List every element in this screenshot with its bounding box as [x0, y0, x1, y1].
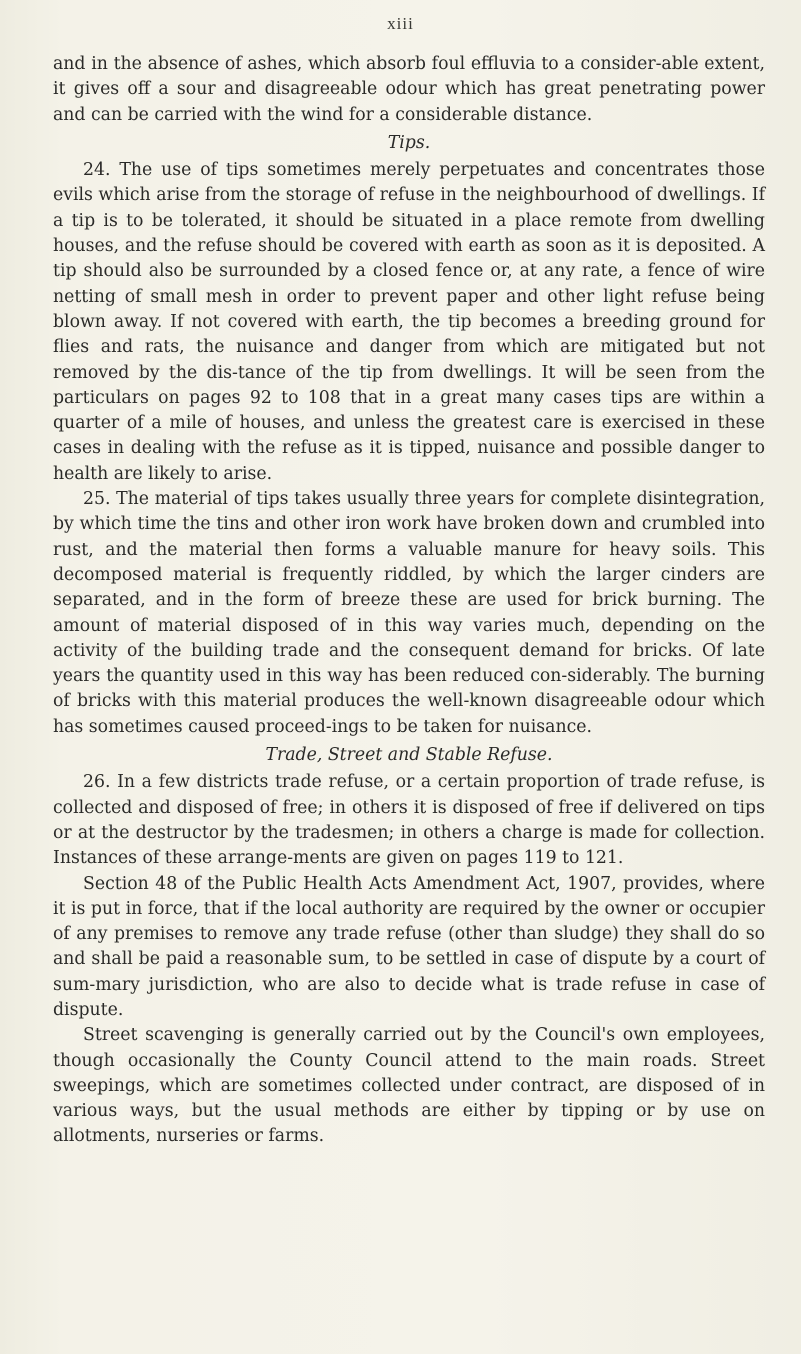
opening-paragraph: and in the absence of ashes, which absorb foul effluvia to a consider-able extent, it gives off a sour and disagreeable odour which has great penetrating power and can be carried with the wind for a considerable distance. [53, 54, 765, 125]
paragraph-24 [53, 158, 765, 487]
paragraph-text: Section 48 of the Public Health Acts Amendment Act, 1907, provides, where it is put in force, that if the local authority are required by the owner or occupier of any premises to remove any trade refuse (other than sludge) they shall do so and shall be paid a reasonable sum, to be settled in case of dispute by a court of sum-mary jurisdiction, who are also to decide what is trade refuse in case of dispute. [53, 873, 765, 1020]
paragraph-number: 26. [83, 772, 111, 793]
paragraph-text: Street scavenging is generally carried out by the Council's own employees, though occasionally the County Council attend to the main roads. Street sweepings, which are sometimes collected under contract, are disposed of in various ways, but the usual methods are either by tipping or by use on allotments, nurseries or farms. [53, 1025, 765, 1147]
section-heading-trade-street-stable-refuse: Trade, Street and Stable Refuse. [265, 745, 553, 766]
body-text [53, 52, 765, 1150]
paragraph-text: The material of tips takes usually three years for complete disintegration, by which time the tins and other iron work have broken down and crumbled into rust, and the material then forms a valuable manure for heavy soils. This decomposed material is frequently riddled, by which the larger cinders are separated, and in the form of breeze these are used for brick burning. The amount of material disposed of in this way varies much, depending on the activity of the building trade and the consequent demand for bricks. Of late years the quantity used in this way has been reduced con-siderably. The burning of bricks with this material produces the well-known disagreeable odour which has sometimes caused proceed-ings to be taken for nuisance. [53, 489, 766, 737]
section-heading-tips: Tips. [387, 132, 431, 153]
paragraph-section-48 [53, 872, 765, 1024]
paragraph-number: 24. [83, 160, 111, 181]
paragraph-26 [53, 770, 765, 871]
paragraph-text: The use of tips sometimes merely perpetuates and concentrates those evils which arise from the storage of refuse in the neighbourhood of dwellings. If a tip is to be tolerated, it should be situated in a place remote from dwelling houses, and the refuse should be covered with earth as soon as it is deposited. A tip should also be surrounded by a closed fence or, at any rate, a fence of wire netting of small mesh in order to prevent paper and other light refuse being blown away. If not covered with earth, the tip becomes a breeding ground for flies and rats, the nuisance and danger from which are mitigated but not removed by the dis-tance of the tip from dwellings. It will be seen from the particulars on pages 92 to 108 that in a great many cases tips are within a quarter of a mile of houses, and unless the greatest care is exercised in these cases in dealing with the refuse as it is tipped, nuisance and possible danger to health are likely to arise. [53, 160, 765, 484]
page-number: xiii [387, 14, 414, 33]
paragraph-number: 25. [83, 489, 111, 510]
paragraph-street-scavenging [53, 1023, 765, 1149]
paragraph-text: In a few districts trade refuse, or a certain proportion of trade refuse, is collected and disposed of free; in others it is disposed of free if delivered on tips or at the destructor by the tradesmen; in others a charge is made for collection. Instances of these arrange-ments are given on pages 119 to 121. [53, 772, 765, 869]
paragraph-25 [53, 487, 765, 740]
